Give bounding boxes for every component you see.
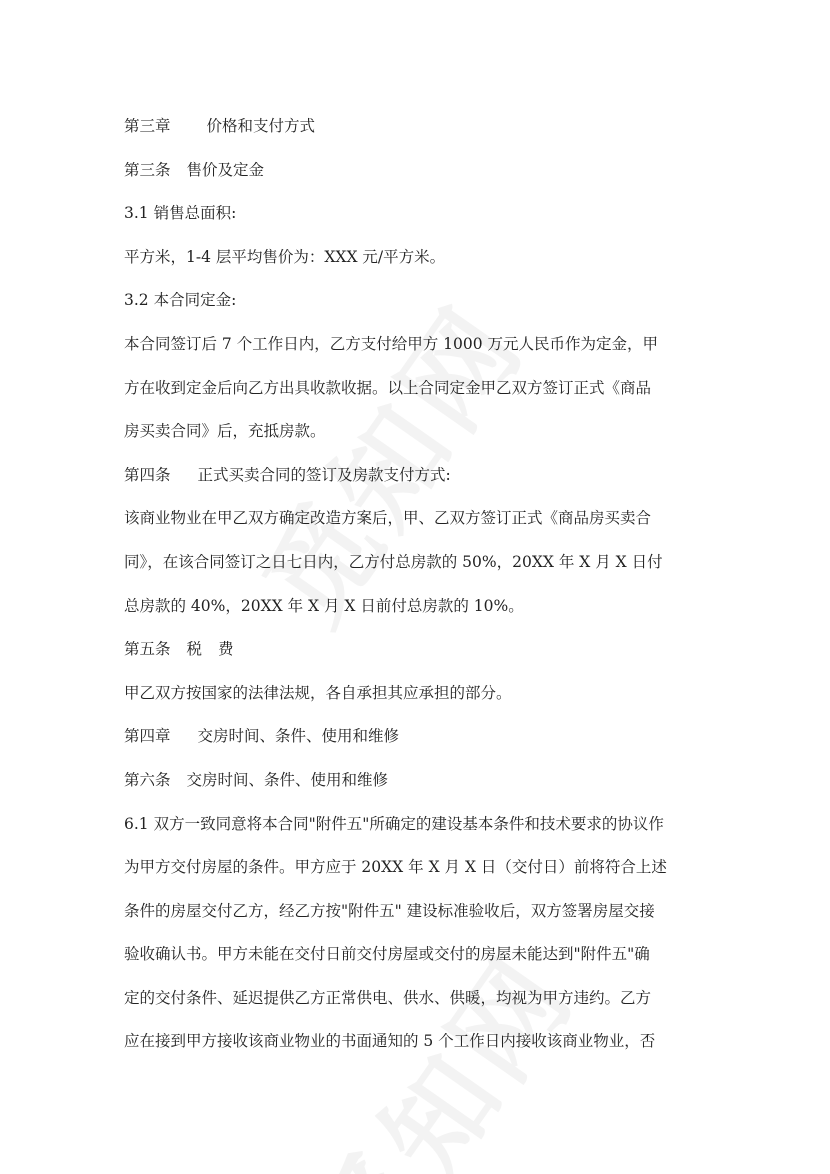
paragraph-line: 定的交付条件、延迟提供乙方正常供电、供水、供暖，均视为甲方违约。乙方 [124, 988, 652, 1007]
paragraph-line: 总房款的 40%，20XX 年 X 月 X 日前付总房款的 10%。 [124, 596, 524, 615]
paragraph-line: 6.1 双方一致同意将本合同"附件五"所确定的建设基本条件和技术要求的协议作 [124, 814, 664, 833]
section-heading: 3.1 销售总面积: [124, 204, 237, 223]
paragraph-line: 为甲方交付房屋的条件。甲方应于 20XX 年 X 月 X 日（交付日）前将符合上述 [124, 858, 667, 877]
paragraph-line: 该商业物业在甲乙双方确定改造方案后，甲、乙双方签订正式《商品房买卖合 [124, 509, 652, 528]
paragraph-line: 平方米，1-4 层平均售价为：XXX 元/平方米。 [124, 247, 446, 266]
paragraph-line: 验收确认书。甲方未能在交付日前交付房屋或交付的房屋未能达到"附件五"确 [124, 945, 650, 964]
paragraph-line: 条件的房屋交付乙方，经乙方按"附件五" 建设标准验收后，双方签署房屋交接 [124, 901, 655, 920]
article-heading: 第三条 售价及定金 [124, 160, 265, 179]
chapter-heading: 第四章 交房时间、条件、使用和维修 [124, 727, 400, 746]
section-heading: 3.2 本合同定金: [124, 291, 237, 310]
paragraph-line: 甲乙双方按国家的法律法规，各自承担其应承担的部分。 [124, 683, 512, 702]
paragraph-line: 应在接到甲方接收该商业物业的书面通知的 5 个工作日内接收该商业物业，否 [124, 1032, 656, 1051]
article-heading: 第五条 税 费 [124, 640, 234, 659]
article-heading: 第四条 正式买卖合同的签订及房款支付方式: [124, 465, 451, 484]
paragraph-line: 本合同签订后 7 个工作日内，乙方支付给甲方 1000 万元人民币作为定金，甲 [124, 334, 659, 353]
chapter-heading: 第三章 价格和支付方式 [124, 117, 316, 135]
paragraph-line: 房买卖合同》后，充抵房款。 [124, 422, 326, 441]
document-body [124, 105, 704, 1064]
paragraph-line: 方在收到定金后向乙方出具收款收据。以上合同定金甲乙双方签订正式《商品 [124, 378, 652, 397]
article-heading: 第六条 交房时间、条件、使用和维修 [124, 770, 389, 789]
paragraph-line: 同》，在该合同签订之日七日内，乙方付总房款的 50%，20XX 年 X 月 X 日付 [124, 552, 663, 571]
